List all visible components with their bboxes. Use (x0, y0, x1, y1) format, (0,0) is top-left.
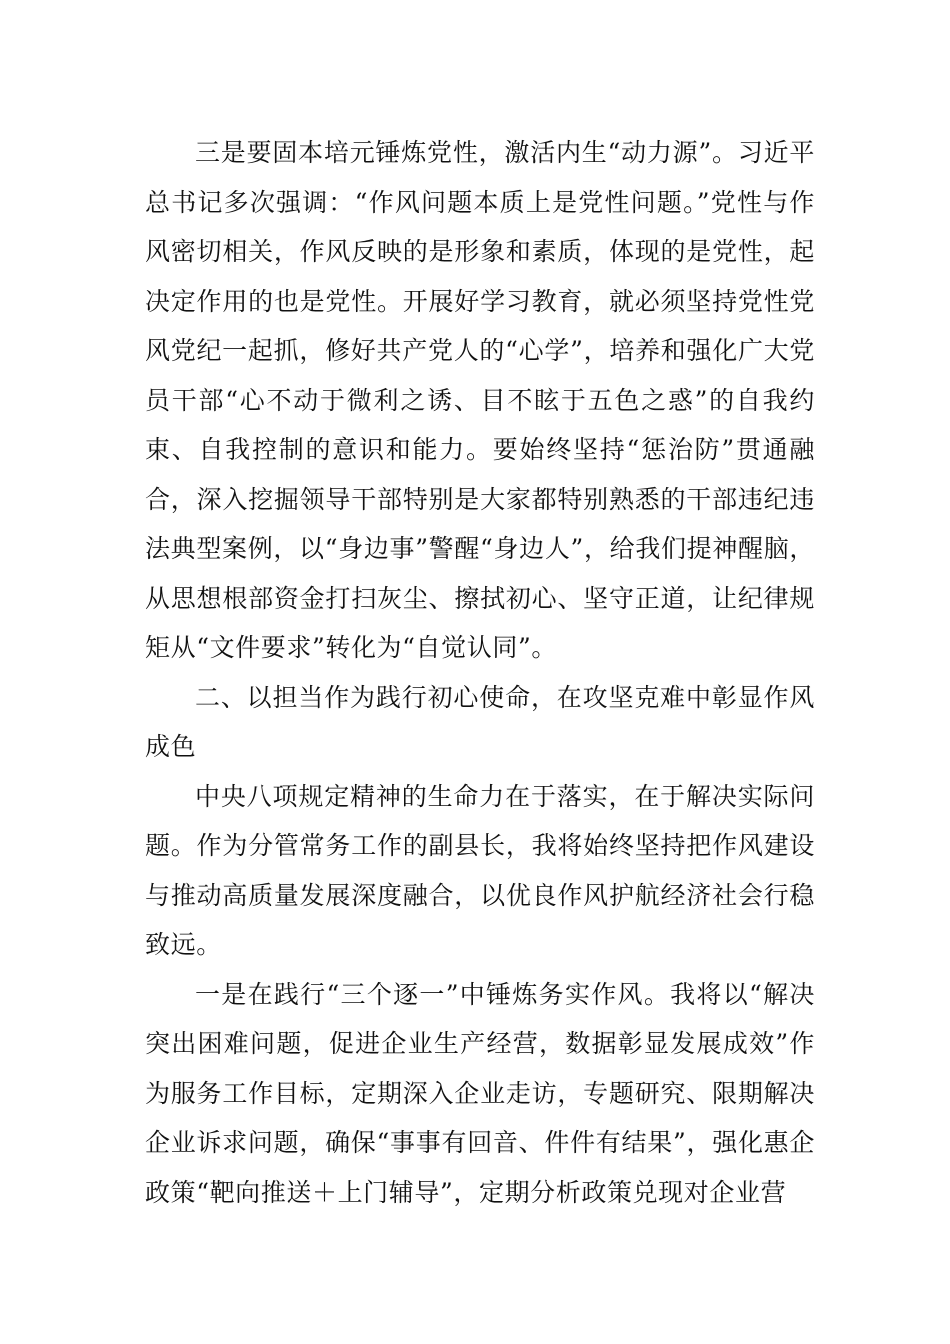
document-body (145, 128, 815, 1217)
paragraph-eight-rules: 中央八项规定精神的生命力在于落实，在于解决实际问题。作为分管常务工作的副县长，我将始终坚持把作风建设与推动高质量发展深度融合，以优良作风护航经济社会行稳致远。 (145, 781, 815, 959)
paragraph-party-spirit: 三是要固本培元锤炼党性，激活内生“动力源”。习近平总书记多次强调：“作风问题本质上是党性问题。”党性与作风密切相关，作风反映的是形象和素质，体现的是党性，起决定作用的也是党性。开展好学习教育，就必须坚持党性党风党纪一起抓，修好共产党人的“心学”，培养和强化广大党员干部“心不动于微利之诱、目不眩于五色之惑”的自我约束、自我控制的意识和能力。要始终坚持“惩治防”贯通融合，深入挖掘领导干部特别是大家都特别熟悉的干部违纪违法典型案例，以“身边事”警醒“身边人”，给我们提神醒脑，从思想根部资金打扫灰尘、擦拭初心、坚守正道，让纪律规矩从“文件要求”转化为“自觉认同”。 (145, 138, 815, 662)
paragraph-three-one-by-one: 一是在践行“三个逐一”中锤炼务实作风。我将以“解决突出困难问题，促进企业生产经营，数据彰显发展成效”作为服务工作目标，定期深入企业走访，专题研究、限期解决企业诉求问题，确保“事事有回音、件件有结果”，强化惠企政策“靶向推送＋上门辅导”，定期分析政策兑现对企业营 (145, 979, 815, 1207)
section-heading-two: 二、以担当作为践行初心使命，在攻坚克难中彰显作风成色 (145, 682, 815, 761)
